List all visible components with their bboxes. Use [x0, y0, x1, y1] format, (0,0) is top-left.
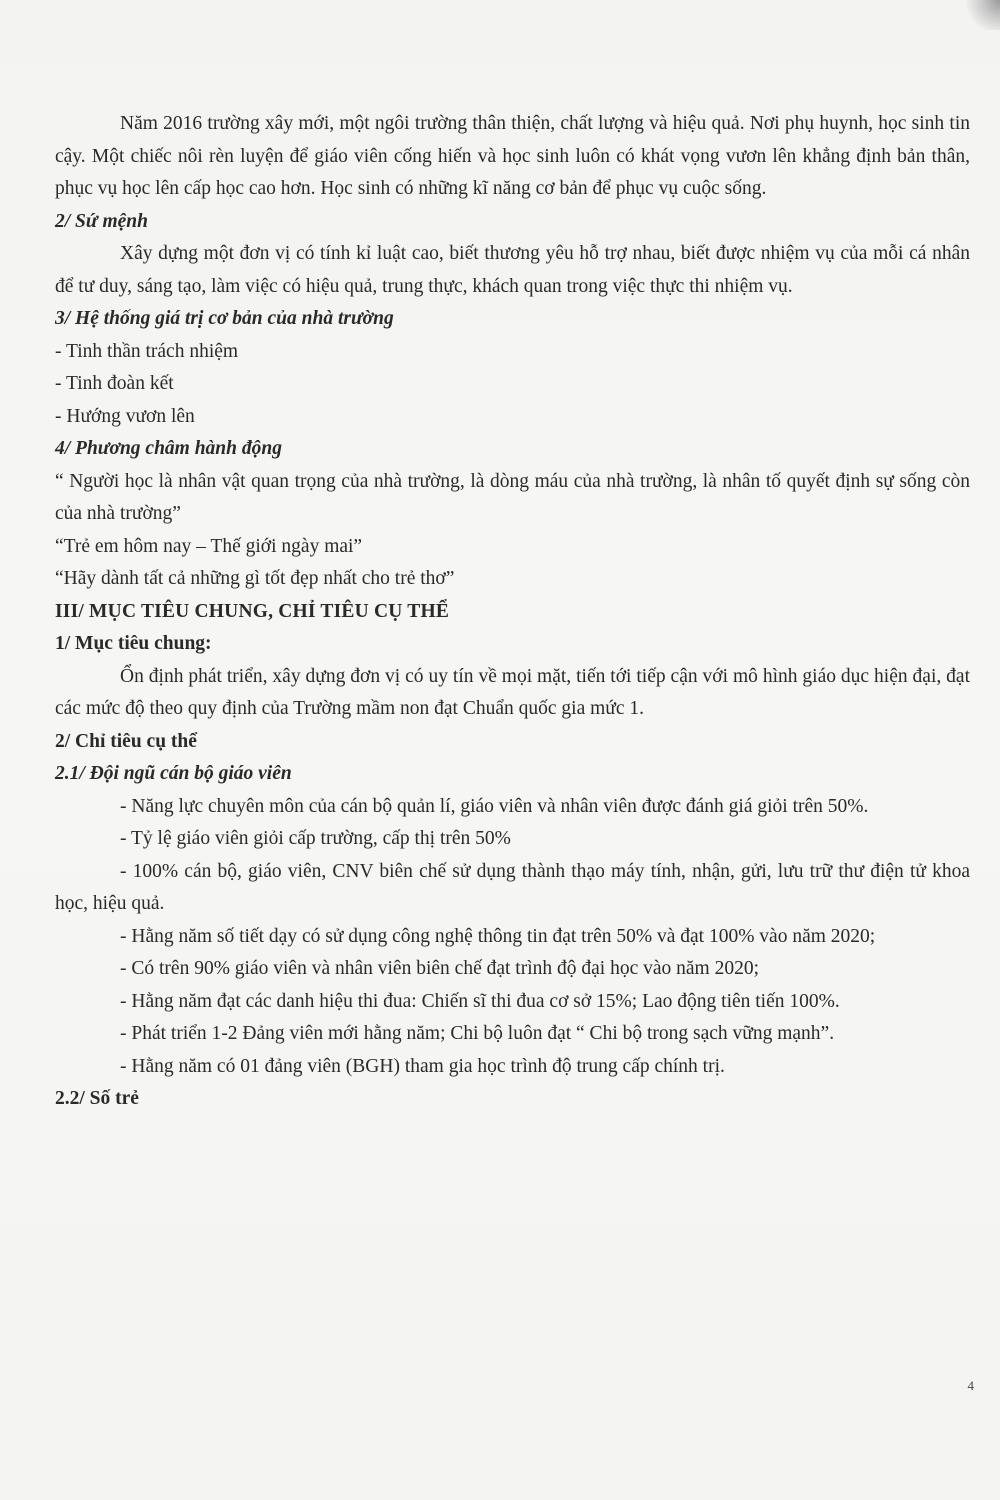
values-item: - Tinh đoàn kết — [55, 373, 174, 394]
children-heading: 2.2/ Số trẻ — [55, 1088, 139, 1109]
values-item: - Tinh thần trách nhiệm — [55, 340, 239, 362]
page-corner-shadow — [960, 0, 1000, 30]
vision-paragraph: Năm 2016 trường xây mới, một ngôi trường thân thiện, chất lượng và hiệu quả. Nơi phụ huynh, học sinh tin cậy. Một chiếc nôi rèn luyện để giáo viên cống hiến và học sinh luôn có khát vọng vươn lên khẳng định bản thân, phục vụ học lên cấp học cao hơn. Học sinh có những kĩ năng cơ bản để phục vụ cuộc sống. — [55, 113, 970, 199]
staff-item: - Có trên 90% giáo viên và nhân viên biên chế đạt trình độ đại học vào năm 2020; — [120, 958, 759, 979]
mission-heading: 2/ Sứ mệnh — [55, 210, 148, 232]
staff-item: - 100% cán bộ, giáo viên, CNV biên chế sử dụng thành thạo máy tính, nhận, gửi, lưu trữ thư điện tử khoa học, hiệu quả. — [55, 860, 970, 914]
staff-item: - Hằng năm có 01 đảng viên (BGH) tham gia học trình độ trung cấp chính trị. — [120, 1055, 725, 1077]
motto-item: “Trẻ em hôm nay – Thế giới ngày mai” — [55, 535, 363, 557]
values-heading: 3/ Hệ thống giá trị cơ bản của nhà trường — [55, 308, 394, 329]
document-body — [55, 108, 970, 1116]
staff-item: - Năng lực chuyên môn của cán bộ quản lí, giáo viên và nhân viên được đánh giá giỏi trên 50%. — [120, 795, 869, 817]
staff-item: - Tỷ lệ giáo viên giỏi cấp trường, cấp thị trên 50% — [120, 828, 511, 849]
section-heading: III/ MỤC TIÊU CHUNG, CHỈ TIÊU CỤ THỂ — [55, 600, 450, 622]
staff-item: - Hằng năm đạt các danh hiệu thi đua: Chiến sĩ thi đua cơ sở 15%; Lao động tiên tiến 100%. — [120, 990, 840, 1012]
staff-item: - Phát triển 1-2 Đảng viên mới hằng năm; Chi bộ luôn đạt “ Chi bộ trong sạch vững mạnh”. — [120, 1023, 835, 1044]
motto-heading: 4/ Phương châm hành động — [55, 438, 282, 459]
general-goal-heading: 1/ Mục tiêu chung: — [55, 633, 212, 654]
motto-item: “ Người học là nhân vật quan trọng của nhà trường, là dòng máu của nhà trường, là nhân tố quyết định sự sống còn của nhà trường” — [55, 470, 970, 524]
staff-item: - Hằng năm số tiết dạy có sử dụng công nghệ thông tin đạt trên 50% và đạt 100% vào năm 2020; — [120, 925, 876, 947]
staff-heading: 2.1/ Đội ngũ cán bộ giáo viên — [55, 763, 292, 784]
page-number: 4 — [967, 1378, 974, 1393]
specific-targets-heading: 2/ Chỉ tiêu cụ thể — [55, 730, 197, 752]
motto-item: “Hãy dành tất cả những gì tốt đẹp nhất cho trẻ thơ” — [55, 568, 455, 589]
values-item: - Hướng vươn lên — [55, 405, 195, 427]
general-goal-paragraph: Ổn định phát triển, xây dựng đơn vị có uy tín về mọi mặt, tiến tới tiếp cận với mô hình giáo dục hiện đại, đạt các mức độ theo quy định của Trường mầm non đạt Chuẩn quốc gia mức 1. — [55, 665, 970, 719]
mission-paragraph: Xây dựng một đơn vị có tính kỉ luật cao, biết thương yêu hỗ trợ nhau, biết được nhiệm vụ của mỗi cá nhân để tư duy, sáng tạo, làm việc có hiệu quả, trung thực, khách quan trong việc thực thi nhiệm vụ. — [55, 243, 970, 297]
